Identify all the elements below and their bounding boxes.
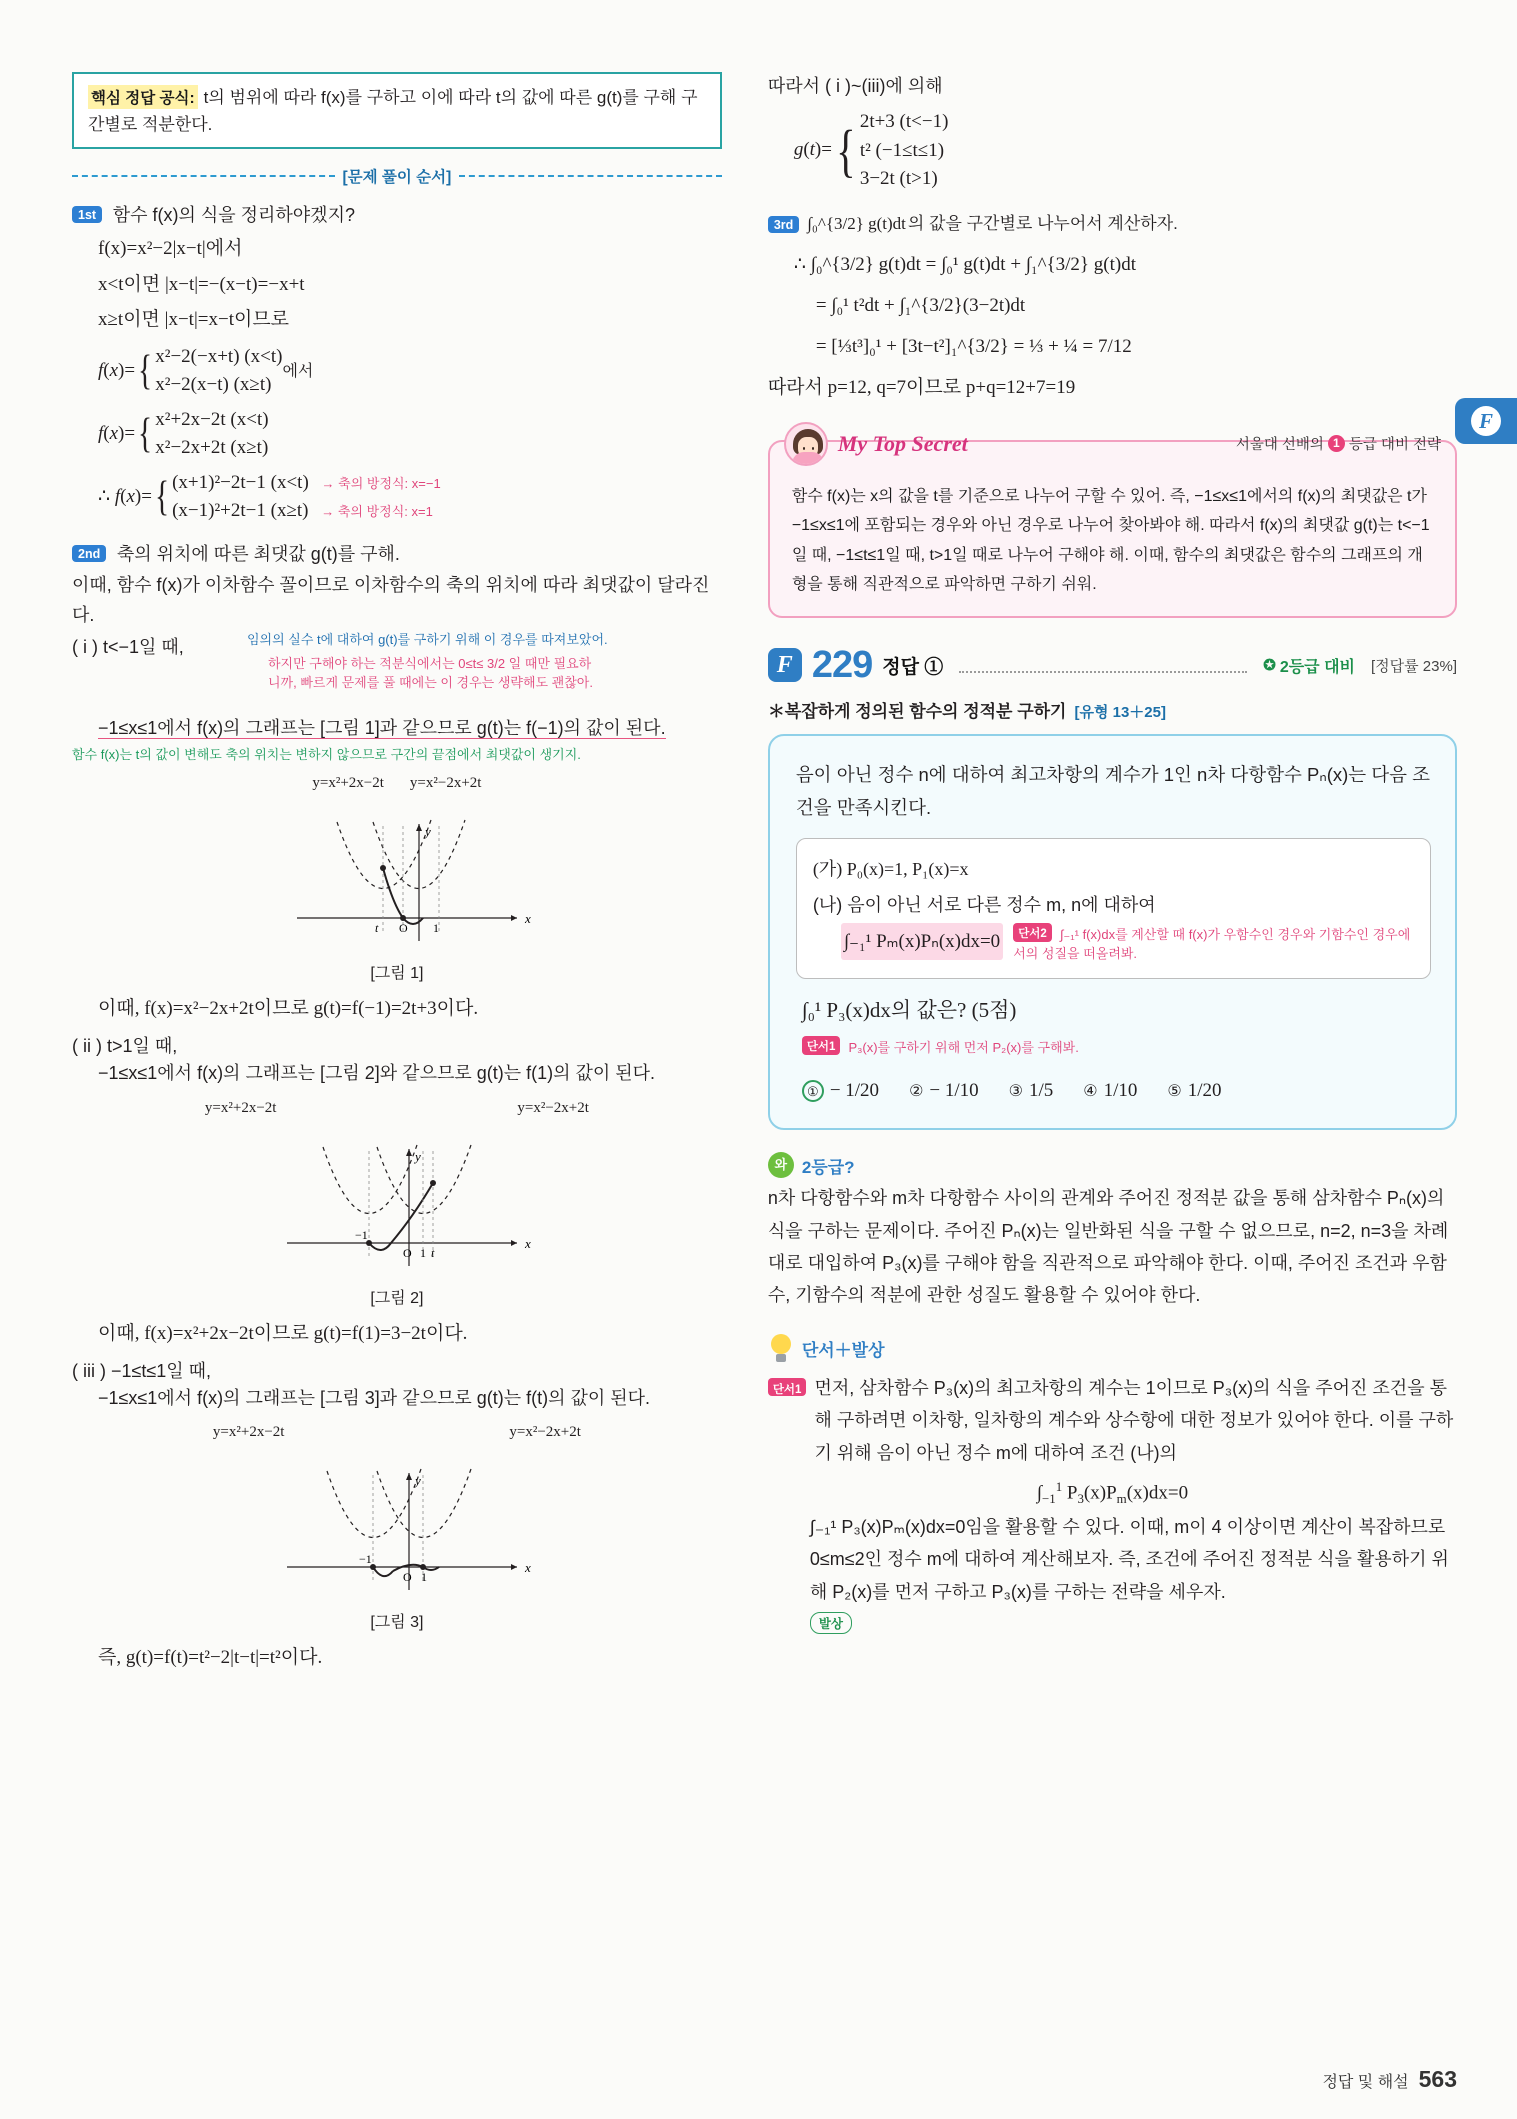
case-3a: (x+1)²−2t−1 (x<t) [172, 471, 309, 493]
secret-post-label: 등급 대비 전략 [1348, 437, 1441, 453]
header-dot-fill [959, 657, 1247, 673]
problem-answer: 정답 ① [882, 656, 944, 678]
case-i-body-text: −1≤x≤1에서 f(x)의 그래프는 [그림 1]과 같으므로 g(t)는 f(−1)의 값이 된다. [98, 717, 666, 738]
clue-title: 단서＋발상 [801, 1341, 885, 1361]
svg-text:y: y [414, 1148, 421, 1164]
fig3-label-left: y=x²+2x−2t [212, 1424, 285, 1441]
svg-text:y: y [424, 824, 431, 840]
case-iii-body: −1≤x≤1에서 f(x)의 그래프는 [그림 3]과 같으므로 g(t)는 f(t)의 값이 된다. [98, 1387, 651, 1408]
step-2-row [72, 540, 722, 566]
choice-3[interactable] [1009, 1073, 1054, 1108]
svg-text:x: x [524, 1235, 531, 1251]
question-lead: 음이 아닌 정수 n에 대하여 최고차항의 계수가 1인 n차 다항함수 Pₙ(x)는 다음 조건을 만족시킨다. [795, 763, 1431, 819]
condition-b: (나) 음이 아닌 서로 다른 정수 m, n에 대하여 [812, 894, 1156, 915]
step1-cases-1: f(x)= { x²−2(−x+t) (x<t) x²−2(x−t) (x≥t) 에서 [72, 343, 722, 400]
figure-3-graph [177, 1455, 617, 1605]
choice-1[interactable] [802, 1073, 879, 1108]
case-iii-label: ( iii ) −1≤t≤1일 때, [72, 1360, 212, 1381]
secret-pre-label: 서울대 선배의 [1235, 437, 1324, 453]
annotation-green: 함수 f(x)는 t의 값이 변해도 축의 위치는 변하지 않으므로 구간의 끝점에서 최댓값이 생기지. [72, 746, 581, 762]
section-tab-f [1455, 398, 1517, 444]
answer-choices [796, 1073, 1431, 1108]
hint-2-text: ∫₋₁¹ f(x)dx를 계산할 때 f(x)가 우함수인 경우와 기함수인 경우에서의 성질을 떠올려봐. [1013, 926, 1411, 962]
step-3-integral: ∫₀^{3/2} g(t)dt [807, 213, 906, 233]
gt-case-2: t² (−1≤t≤1) [859, 139, 945, 161]
choice-5-number: ⑤ [1167, 1082, 1182, 1100]
choice-4-value: 1/10 [1103, 1080, 1138, 1102]
case-ii-label: ( ii ) t>1일 때, [72, 1036, 178, 1057]
condition-b-equation: ∫₋₁¹ Pₘ(x)Pₙ(x)dx=0 [841, 923, 1003, 960]
key-formula-text: t의 범위에 따라 f(x)를 구하고 이에 따라 t의 값에 따른 g(t)를 구해 구간별로 적분한다. [88, 88, 698, 135]
calc-conclusion: 따라서 p=12, q=7이므로 p+q=12+7=19 [767, 377, 1076, 399]
star-icon: ✪ [1263, 657, 1276, 675]
step1-line-1: f(x)=x²−2|x−t|에서 [98, 238, 243, 260]
svg-text:y: y [414, 1473, 421, 1489]
choice-3-number: ③ [1008, 1082, 1023, 1100]
choice-5-value: 1/20 [1187, 1080, 1222, 1102]
case-2b: x²−2x+2t (x≥t) [155, 437, 269, 459]
clue-endtag: 발상 [810, 1612, 852, 1634]
step-1-row [72, 201, 722, 227]
after-fig3: 즉, g(t)=f(t)=t²−2|t−t|=t²이다. [98, 1647, 323, 1669]
choice-2-value: − 1/10 [929, 1080, 979, 1102]
svg-text:−1: −1 [354, 1227, 368, 1242]
case-1-tail: 에서 [282, 362, 314, 380]
page-footer [1322, 2066, 1457, 2093]
problem-section-badge: F [768, 648, 802, 682]
svg-text:x: x [524, 911, 531, 927]
figure-2 [177, 1095, 617, 1308]
divider-dash-left [72, 175, 335, 177]
condition-a: (가) P₀(x)=1, P₁(x)=x [812, 859, 969, 880]
svg-text:1: 1 [432, 921, 439, 936]
problem-number: 229 [811, 643, 873, 686]
step-1-text: 함수 f(x)의 식을 정리하야겠지? [112, 205, 355, 226]
fig2-label-left: y=x²+2x−2t [204, 1099, 277, 1116]
clue-body: 먼저, 삼차함수 P₃(x)의 최고차항의 계수는 1이므로 P₃(x)의 식을 주어진 조건을 통해 구하려면 이차항, 일차항의 계수와 상수항에 대한 정보가 있어야 한다. 이를 구하기 위해 음이 아닌 정수 m에 대하여 조건 (나)의 [814, 1377, 1454, 1463]
hint-2-tag: 단서2 [1013, 923, 1052, 942]
calc-line-1: ∴ ∫₀^{3/2} g(t)dt = ∫₀¹ g(t)dt + ∫₁^{3/2} g(t)dt [793, 253, 1137, 275]
why-badge: 와 [768, 1152, 794, 1178]
divider-dash-right [459, 175, 722, 177]
fig2-label-right: y=x²−2x+2t [517, 1099, 589, 1116]
problem-grade-label: 2등급 대비 [1279, 658, 1355, 676]
solution-order-divider [72, 165, 722, 187]
svg-text:−1: −1 [358, 1552, 372, 1567]
why-title: 2등급? [801, 1157, 855, 1177]
right-column [768, 72, 1457, 2079]
section-tab-letter: F [1471, 406, 1501, 436]
problem-header [768, 644, 1457, 687]
figure-3 [177, 1419, 617, 1632]
question-statement: ∫₀¹ P₃(x)dx의 값은? (5점) [801, 997, 1017, 1022]
fig1-caption: [그림 1] [370, 965, 424, 983]
right-intro: 따라서 ( i )~(iii)에 의해 [767, 76, 943, 96]
annotation-blue: 임의의 실수 t에 대하여 g(t)를 구하기 위해 이 경우를 따져보았어. [247, 631, 608, 647]
footer-label: 정답 및 해설 [1322, 2074, 1409, 2091]
svg-text:O: O [398, 921, 408, 936]
my-top-secret-box [768, 430, 1457, 618]
svg-text:O: O [402, 1570, 412, 1585]
choice-2-number: ② [909, 1082, 924, 1100]
figure-1-graph [187, 806, 607, 956]
case-1b: x²−2(x−t) (x≥t) [155, 374, 272, 396]
clue-tag: 단서1 [768, 1378, 807, 1396]
fig1-label-left: y=x²+2x−2t [312, 775, 384, 792]
svg-text:1: 1 [420, 1570, 427, 1585]
why-body: n차 다항함수와 m차 다항함수 사이의 관계와 주어진 정적분 값을 통해 삼차함수 Pₙ(x)의 식을 구하는 문제이다. 주어진 Pₙ(x)는 일반화된 식을 구할 수 없으므로, n=2, n=3을 차례대로 대입하여 P₃(x)를 구해야 함을 직관적으로 파악해야 한다. 이때, 주어진 조건과 우함수, 기함수의 적분에 관한 성질도 활용할 수 있어야 한다. [767, 1188, 1449, 1306]
axis-note-1: → 축의 방정식: x=−1 [321, 475, 441, 491]
case-i-label: ( i ) t<−1일 때, [72, 636, 184, 657]
avatar [784, 422, 828, 466]
case-ii-body: −1≤x≤1에서 f(x)의 그래프는 [그림 2]와 같으므로 g(t)는 f(1)의 값이 된다. [98, 1063, 656, 1084]
svg-text:O: O [402, 1245, 412, 1260]
gt-case-1: 2t+3 (t<−1) [859, 111, 949, 132]
figure-2-graph [177, 1131, 617, 1281]
annotation-pink: 하지만 구해야 하는 적분식에서는 0≤t≤ 3/2 일 때만 필요하니까, 빠르게 문제를 풀 때에는 이 경우는 생략해도 괜찮아. [268, 655, 593, 690]
fig3-caption: [그림 3] [370, 1614, 424, 1632]
lightbulb-icon [768, 1334, 794, 1364]
choice-4[interactable] [1083, 1073, 1137, 1108]
svg-text:t: t [374, 921, 379, 936]
fig3-label-right: y=x²−2x+2t [509, 1424, 581, 1441]
clue-section-header [768, 1334, 1457, 1364]
key-formula-tag: 핵심 정답 공식: [88, 85, 198, 109]
clue-continued: ∫₋₁¹ P₃(x)Pₘ(x)dx=0임을 활용할 수 있다. 이때, m이 4 이상이면 계산이 복잡하므로 0≤m≤2인 정수 m에 대하여 계산해보자. 즉, 조건에 주어진 정적분 식을 활용하기 위해 P₂(x)를 먼저 구하고 P₃(x)를 구하는 전략을 세우자. [809, 1517, 1449, 1602]
case-2a: x²+2x−2t (x<t) [155, 408, 269, 430]
secret-strategy-label [1236, 433, 1441, 454]
step1-cases-3: ∴ f(x)= { (x+1)²−2t−1 (x<t) → 축의 방정식: x=−1 (x−1)²+2t−1 (x≥t) → 축의 방정식: x=1 [98, 471, 441, 522]
step2-intro: 이때, 함수 f(x)가 이차함수 꼴이므로 이차함수의 축의 위치에 따라 최댓값이 달라진다. [72, 574, 710, 626]
problem-subtitle: ＊복잡하게 정의된 함수의 정적분 구하기 [767, 701, 1067, 721]
problem-type-tag: [유형 13＋25] [1074, 703, 1166, 721]
step-1-badge: 1st [72, 206, 102, 223]
gt-case-3: 3−2t (t>1) [859, 168, 938, 189]
secret-header [784, 422, 1441, 466]
choice-2[interactable] [909, 1073, 979, 1108]
choice-5[interactable] [1167, 1073, 1221, 1108]
clue-row [768, 1372, 1457, 1469]
page-number: 563 [1418, 2066, 1457, 2092]
step-3-row [768, 208, 1457, 239]
figure-1 [187, 770, 607, 983]
step-2-badge: 2nd [72, 545, 106, 562]
axis-note-2: → 축의 방정식: x=1 [321, 504, 433, 520]
step1-line-2: x<t이면 |x−t|=−(x−t)=−x+t [98, 273, 305, 295]
clue-equation: $\int_{-1}^1$ $P_3(x)P_m(x)dx=0$ [1036, 1478, 1189, 1507]
step-2-text: 축의 위치에 따른 최댓값 g(t)를 구해. [116, 543, 400, 564]
gt-definition: g(t)= { 2t+3 (t<−1) t² (−1≤t≤1) 3−2t (t>1) [768, 108, 1457, 194]
secret-body: 함수 f(x)는 x의 값을 t를 기준으로 나누어 구할 수 있어. 즉, −1≤x≤1에서의 f(x)의 최댓값은 t가 −1≤x≤1에 포함되는 경우와 아닌 경우로 나누어 찾아봐야 해. 따라서 f(x)의 최댓값 g(t)는 t<−1일 때, −1≤t≤1일 때, t>1일 때로 나누어 구해야 해. 이때, 함수의 최댓값은 함수의 그래프의 개형을 통해 직관적으로 파악하면 구하기 쉬워. [791, 487, 1430, 594]
choice-3-value: 1/5 [1029, 1080, 1054, 1102]
calc-line-2: = ∫₀¹ t²dt + ∫₁^{3/2}(3−2t)dt [815, 295, 1026, 317]
key-formula-box [72, 72, 722, 149]
left-column [72, 72, 722, 2079]
step-3-text: 의 값을 구간별로 나누어서 계산하자. [907, 213, 1178, 233]
case-1a: x²−2(−x+t) (x<t) [155, 345, 283, 367]
calc-line-3: = [⅓t³]₀¹ + [3t−t²]₁^{3/2} = ⅓ + ¼ = 7/12 [815, 336, 1132, 358]
fig1-label-right: y=x²−2x+2t [409, 775, 482, 792]
hint-1-tag: 단서1 [802, 1036, 841, 1055]
conditions-card [796, 838, 1431, 978]
why-section-header [768, 1152, 1457, 1178]
secret-title: My Top Secret [837, 430, 968, 456]
choice-4-number: ④ [1083, 1082, 1098, 1100]
hint-1-text: P₃(x)를 구하기 위해 먼저 P₂(x)를 구해봐. [848, 1039, 1079, 1055]
choice-1-value: − 1/20 [829, 1080, 880, 1102]
solution-order-label: [문제 풀이 순서] [342, 169, 452, 187]
secret-grade-badge: 1 [1328, 435, 1345, 452]
after-fig2: 이때, f(x)=x²+2x−2t이므로 g(t)=f(1)=3−2t이다. [98, 1322, 468, 1344]
step-3-badge: 3rd [768, 216, 799, 233]
fig2-caption: [그림 2] [370, 1289, 424, 1307]
step1-line-3: x≥t이면 |x−t|=x−t이므로 [98, 308, 290, 330]
problem-rate: [정답률 23%] [1371, 657, 1457, 675]
svg-text:x: x [524, 1560, 531, 1576]
case-3b: (x−1)²+2t−1 (x≥t) [172, 500, 309, 522]
step1-cases-2: f(x)= { x²+2x−2t (x<t) x²−2x+2t (x≥t) [72, 406, 722, 463]
problem-grade [1263, 654, 1355, 677]
svg-text:1: 1 [419, 1245, 426, 1260]
after-fig1: 이때, f(x)=x²−2x+2t이므로 g(t)=f(−1)=2t+3이다. [98, 998, 479, 1020]
svg-text:t: t [430, 1245, 435, 1260]
question-card [768, 734, 1457, 1130]
choice-1-number: ① [802, 1080, 824, 1102]
